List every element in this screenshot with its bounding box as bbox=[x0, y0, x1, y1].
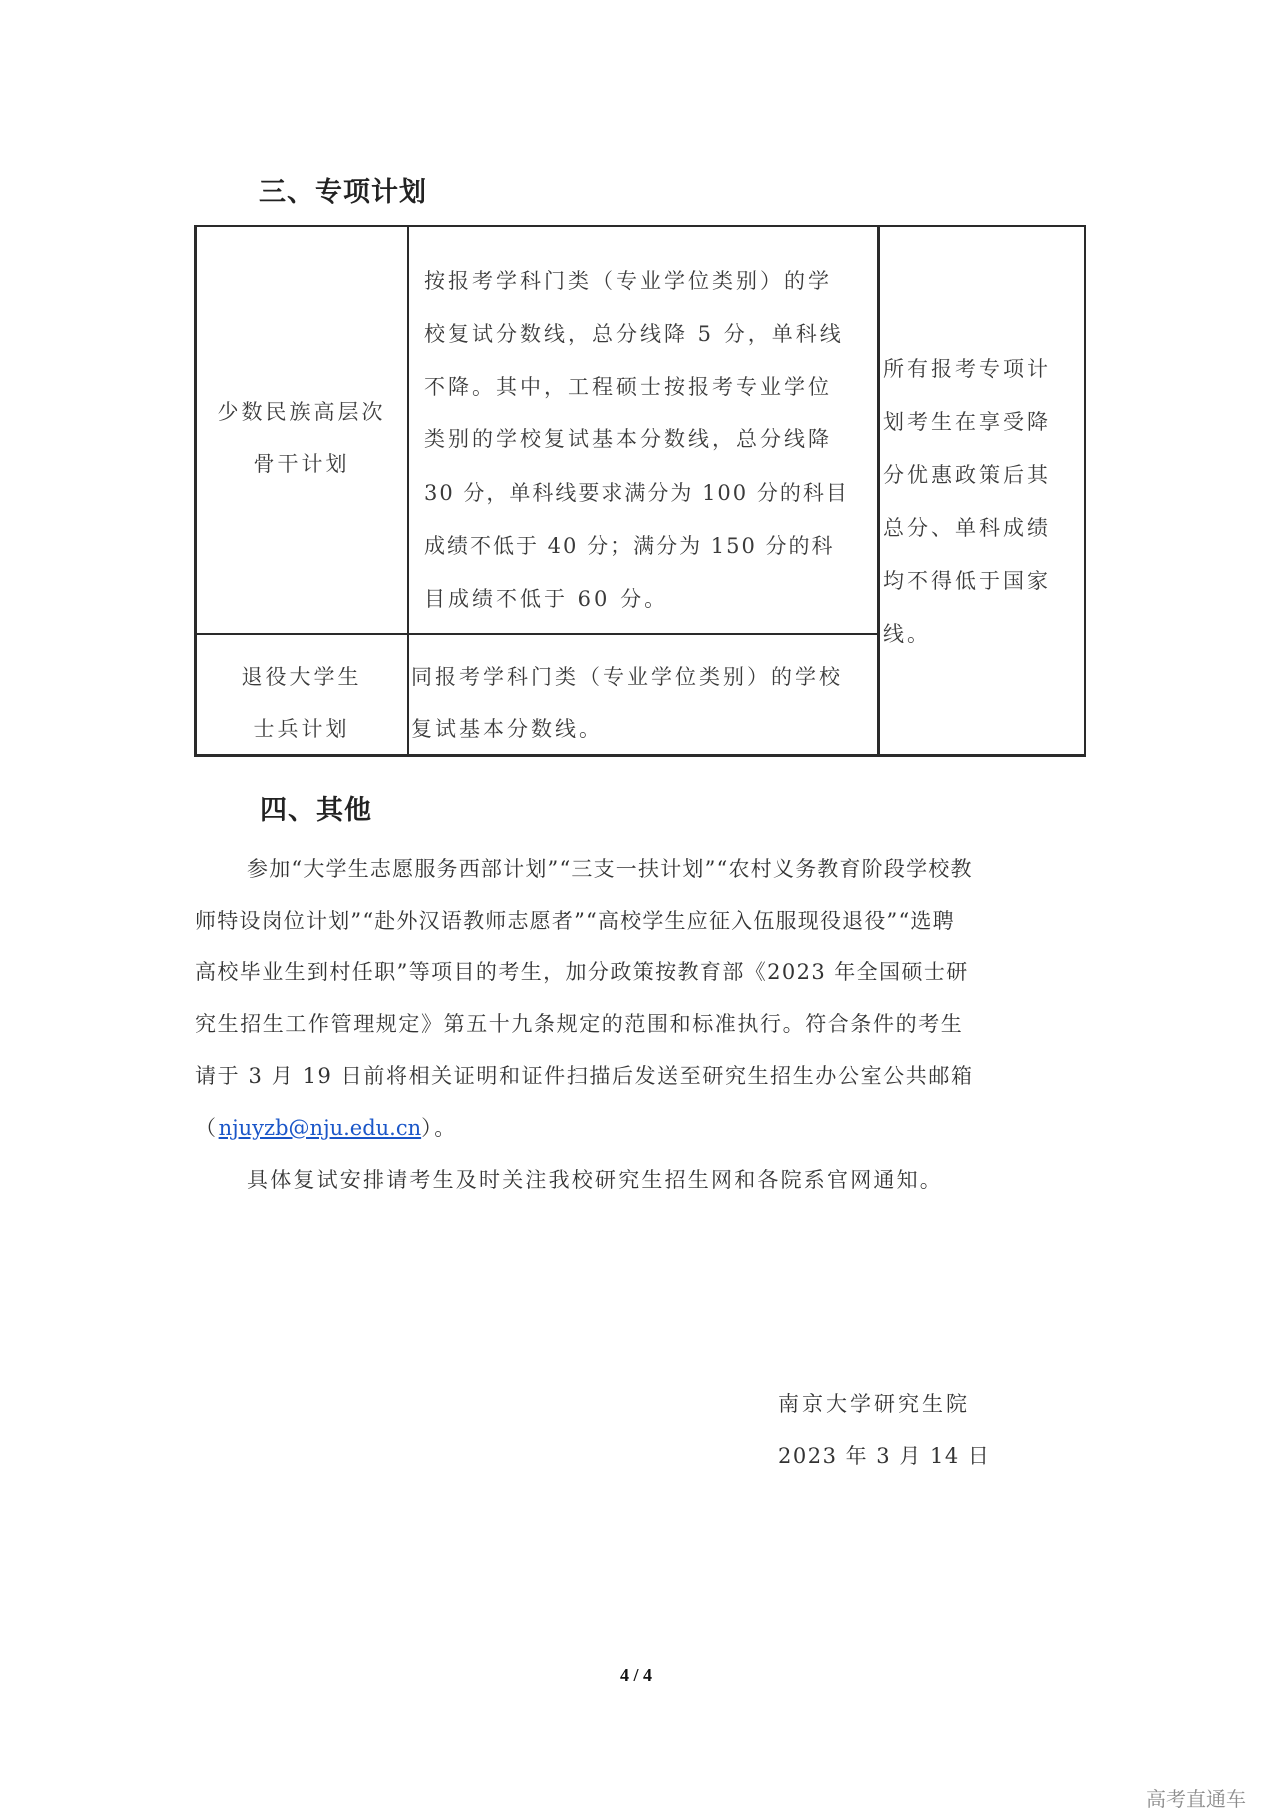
plan-name-line: 退役大学生 bbox=[241, 665, 362, 689]
table-border-bottom bbox=[194, 754, 1086, 757]
table-col-divider-1 bbox=[407, 225, 409, 756]
table-col-divider-2 bbox=[877, 225, 880, 756]
rule-line: 不降。其中，工程硕士按报考专业学位 bbox=[424, 375, 832, 399]
plan-name-line: 士兵计划 bbox=[253, 717, 350, 741]
note-line: 分优惠政策后其 bbox=[883, 463, 1051, 487]
paragraph-line: 请于 3 月 19 日前将相关证明和证件扫描后发送至研究生招生办公室公共邮箱 bbox=[195, 1064, 974, 1088]
email-link[interactable]: njuyzb@nju.edu.cn bbox=[218, 1116, 422, 1140]
paragraph-line: 高校毕业生到村任职”等项目的考生，加分政策按教育部《2023 年全国硕士研 bbox=[195, 960, 969, 984]
table-border-left bbox=[194, 225, 197, 757]
signature-date: 2023 年 3 月 14 日 bbox=[778, 1444, 991, 1468]
section4-paragraph-2: 具体复试安排请考生及时关注我校研究生招生网和各院系官网通知。 bbox=[247, 1168, 943, 1192]
plan-name-line: 少数民族高层次 bbox=[217, 400, 386, 424]
rule-line: 按报考学科门类（专业学位类别）的学 bbox=[424, 269, 832, 293]
email-line bbox=[195, 1112, 458, 1142]
rule-line: 类别的学校复试基本分数线，总分线降 bbox=[424, 427, 832, 451]
rule-line: 目成绩不低于 60 分。 bbox=[424, 587, 669, 611]
note-line: 划考生在享受降 bbox=[883, 410, 1051, 434]
table-row-divider bbox=[194, 633, 879, 635]
table-border-top bbox=[194, 225, 1086, 227]
section3-title: 三、专项计划 bbox=[259, 177, 427, 208]
paragraph-line: 师特设岗位计划”“赴外汉语教师志愿者”“高校学生应征入伍服现役退役”“选聘 bbox=[195, 909, 955, 933]
email-open-paren: （ bbox=[195, 1116, 219, 1140]
note-line: 均不得低于国家 bbox=[883, 569, 1051, 593]
watermark: 高考直通车 bbox=[1146, 1787, 1246, 1811]
rule-line: 复试基本分数线。 bbox=[411, 717, 603, 741]
signature-org: 南京大学研究生院 bbox=[778, 1392, 970, 1416]
note-line: 线。 bbox=[883, 622, 931, 646]
page-number: 4 / 4 bbox=[620, 1665, 653, 1685]
note-line: 所有报考专项计 bbox=[883, 357, 1051, 381]
paragraph-line: 参加“大学生志愿服务西部计划”“三支一扶计划”“农村义务教育阶段学校教 bbox=[247, 857, 973, 881]
rule-line: 同报考学科门类（专业学位类别）的学校 bbox=[411, 665, 843, 689]
note-line: 总分、单科成绩 bbox=[883, 516, 1051, 540]
rule-line: 校复试分数线，总分线降 5 分，单科线 bbox=[424, 322, 844, 346]
email-close-paren: ）。 bbox=[421, 1116, 458, 1140]
rule-line: 成绩不低于 40 分；满分为 150 分的科 bbox=[424, 534, 835, 558]
rule-line: 30 分，单科线要求满分为 100 分的科目 bbox=[424, 481, 849, 505]
section4-title: 四、其他 bbox=[260, 795, 372, 826]
table-border-right bbox=[1084, 225, 1086, 757]
plan-name-line: 骨干计划 bbox=[253, 452, 350, 476]
paragraph-line: 究生招生工作管理规定》第五十九条规定的范围和标准执行。符合条件的考生 bbox=[195, 1012, 964, 1036]
